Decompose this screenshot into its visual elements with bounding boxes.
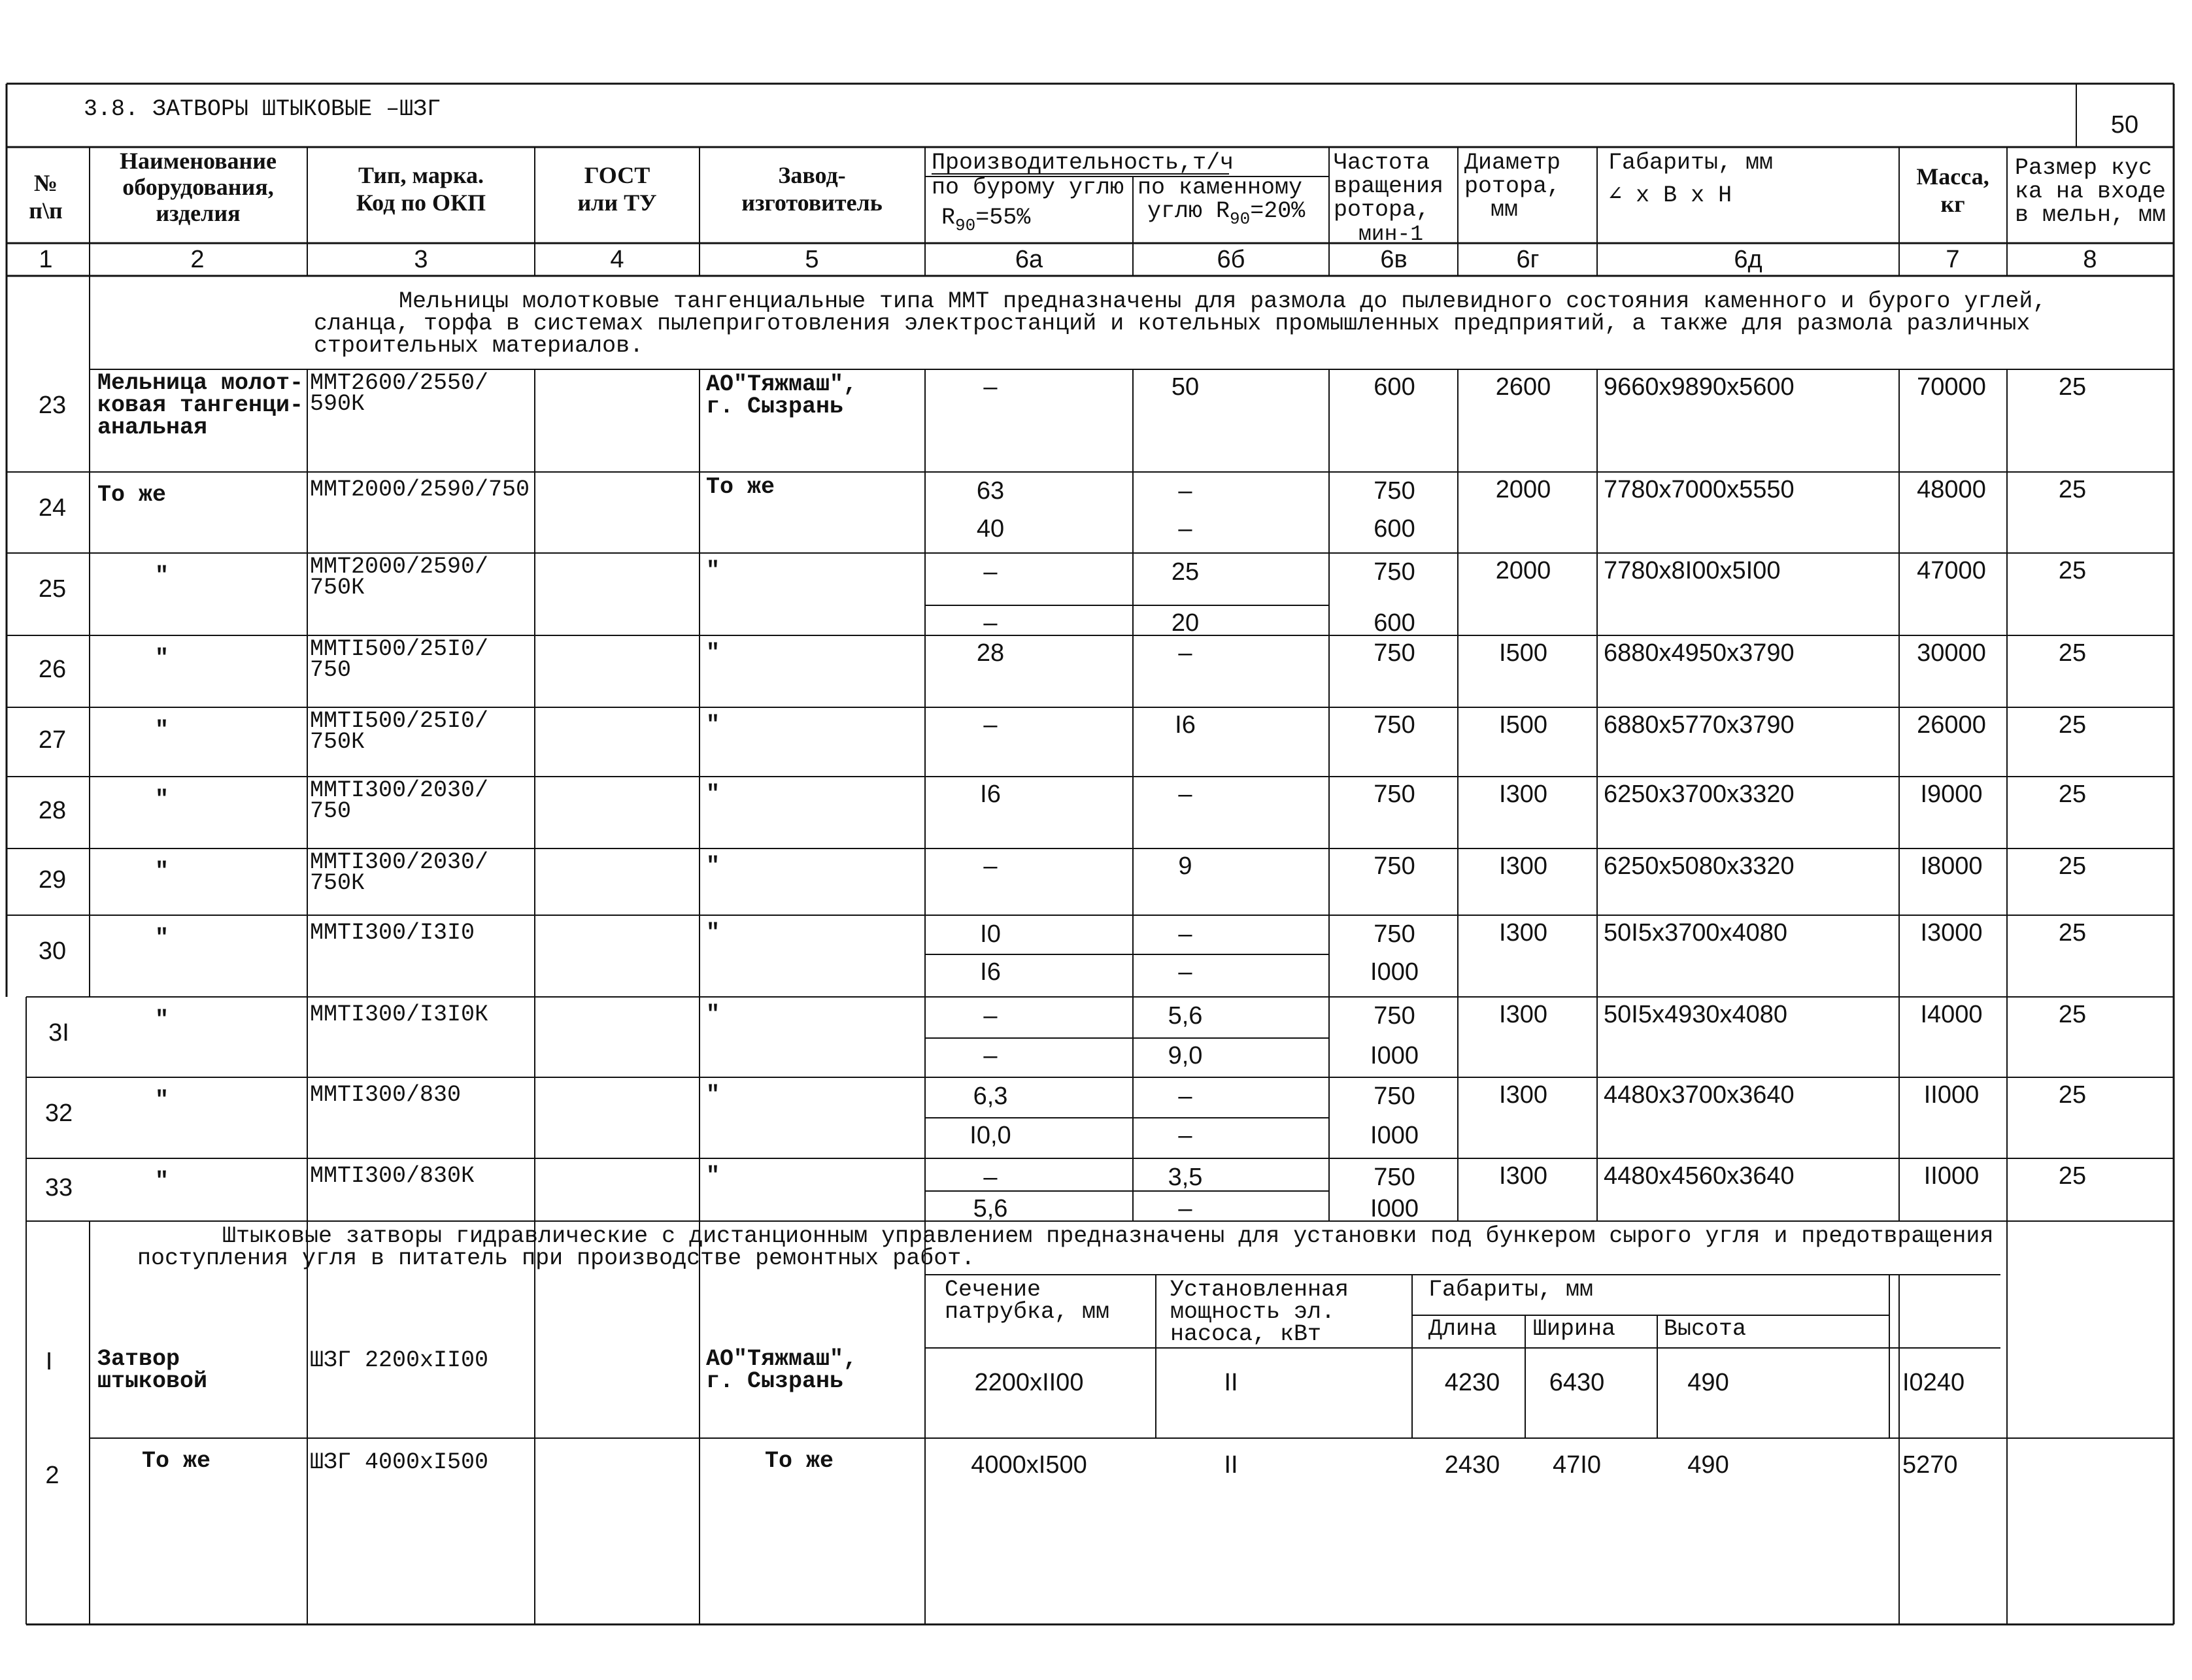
row-rotor-speed: 750 — [1374, 852, 1415, 880]
row-dimensions: 7780х8I00х5I00 — [1604, 557, 1781, 584]
gate-header-width: Ширина — [1533, 1316, 1616, 1342]
gate-type: ШЗГ 4000хI500 — [310, 1449, 489, 1475]
column-number: 4 — [610, 246, 624, 273]
gate-mass: I0240 — [1902, 1369, 1965, 1396]
col-header-6v: вращения — [1334, 173, 1444, 199]
row-rotor-diameter: I300 — [1499, 781, 1547, 808]
row-productivity-hard: 50 — [1171, 373, 1200, 401]
row-productivity-brown: 40 — [976, 515, 1005, 543]
row-lump-size: 25 — [2058, 711, 2087, 739]
row-lump-size: 25 — [2058, 1162, 2087, 1190]
row-type: 750К — [310, 870, 365, 896]
column-number: 3 — [414, 246, 428, 273]
row-type: 590К — [310, 391, 365, 417]
row-lump-size: 25 — [2058, 373, 2087, 401]
row-rotor-diameter: I300 — [1499, 1162, 1547, 1190]
row-productivity-hard: – — [1178, 639, 1192, 667]
row-lump-size: 25 — [2058, 476, 2087, 503]
gate-header-power: насоса, кВт — [1170, 1321, 1322, 1347]
row-mass: I3000 — [1920, 919, 1983, 947]
row-number: 3I — [48, 1019, 69, 1047]
gate-width: 47I0 — [1553, 1451, 1601, 1479]
row-plant: " — [706, 920, 720, 946]
row-productivity-hard: – — [1178, 1195, 1192, 1222]
row-dimensions: 7780х7000х5550 — [1604, 476, 1795, 503]
col-header-type: Тип, марка. — [358, 162, 484, 188]
gate-name: Затвор — [97, 1346, 180, 1372]
row-productivity-hard: 9 — [1178, 852, 1192, 880]
col-header-name: Наименование — [120, 148, 277, 174]
row-name: " — [155, 563, 169, 589]
gate-type: ШЗГ 2200хII00 — [310, 1347, 489, 1373]
column-number: 8 — [2083, 246, 2097, 273]
row-name: ковая тангенци- — [97, 392, 304, 418]
row-rotor-diameter: I300 — [1499, 1081, 1547, 1109]
row-rotor-speed: I000 — [1370, 1122, 1419, 1149]
row-productivity-brown: I0,0 — [970, 1122, 1011, 1149]
gate-number: I — [45, 1348, 53, 1375]
row-productivity-hard: 5,6 — [1168, 1002, 1203, 1030]
row-plant: " — [706, 781, 720, 807]
row-rotor-speed: 750 — [1374, 920, 1415, 948]
col-header-plant: Завод- — [778, 162, 846, 188]
row-number: 26 — [38, 656, 67, 683]
row-number: 32 — [44, 1100, 73, 1127]
row-productivity-brown: 28 — [976, 639, 1005, 667]
note-mills: строительных материалов. — [314, 333, 644, 359]
row-dimensions: 50I5х3700х4080 — [1604, 919, 1788, 947]
row-mass: 26000 — [1917, 711, 1986, 739]
row-productivity-brown: – — [983, 1164, 998, 1191]
row-rotor-diameter: 2000 — [1495, 476, 1551, 503]
col-header-name: оборудования, — [122, 174, 274, 200]
row-productivity-brown: – — [983, 852, 998, 880]
subscript: 90 — [1230, 209, 1251, 229]
row-rotor-speed: I000 — [1370, 1195, 1419, 1222]
gate-width: 6430 — [1549, 1369, 1605, 1396]
row-type: 750К — [310, 729, 365, 755]
row-productivity-brown: 6,3 — [973, 1083, 1008, 1110]
row-lump-size: 25 — [2058, 781, 2087, 808]
row-name: " — [155, 1168, 169, 1194]
row-type: ММТI300/2030/ — [310, 777, 489, 803]
row-type: ММТI500/25I0/ — [310, 636, 489, 662]
row-productivity-hard: – — [1178, 515, 1192, 543]
row-lump-size: 25 — [2058, 1081, 2087, 1109]
row-rotor-diameter: I500 — [1499, 711, 1547, 739]
subscript: 90 — [955, 216, 976, 235]
gate-plant: г. Сызрань — [706, 1368, 844, 1394]
gate-power: II — [1224, 1451, 1238, 1479]
col-header-gost: или ТУ — [577, 190, 657, 216]
row-productivity-hard: I6 — [1175, 711, 1196, 739]
col-header-gost: ГОСТ — [584, 162, 650, 188]
row-name: То же — [97, 482, 167, 508]
row-type: ММТI300/830К — [310, 1163, 475, 1189]
row-name: анальная — [97, 414, 208, 441]
row-name: " — [155, 786, 169, 813]
row-dimensions: 6880х4950х3790 — [1604, 639, 1795, 667]
row-productivity-hard: 9,0 — [1168, 1042, 1203, 1069]
row-productivity-hard: – — [1178, 1083, 1192, 1110]
row-plant: " — [706, 1082, 720, 1108]
row-plant: " — [706, 853, 720, 879]
row-mass: I4000 — [1920, 1001, 1983, 1028]
row-productivity-brown: – — [983, 1002, 998, 1030]
col-header-6g: Диаметр — [1464, 150, 1561, 176]
col-header-mass: кг — [1940, 191, 1965, 217]
row-rotor-diameter: I500 — [1499, 639, 1547, 667]
row-plant: То же — [706, 474, 775, 500]
col-header-type: Код по ОКП — [356, 190, 486, 216]
col-header-size: Размер кус — [2015, 155, 2153, 181]
col-header-6a: по бурому углю — [932, 175, 1124, 201]
column-number: 6а — [1015, 246, 1043, 273]
row-name: " — [155, 1007, 169, 1033]
row-rotor-diameter: 2600 — [1495, 373, 1551, 401]
gate-header-dims: Габариты, мм — [1428, 1277, 1594, 1303]
row-rotor-diameter: I300 — [1499, 1001, 1547, 1028]
row-rotor-speed: 750 — [1374, 781, 1415, 808]
row-lump-size: 25 — [2058, 557, 2087, 584]
row-productivity-brown: – — [983, 373, 998, 401]
gate-header-power: Установленная — [1170, 1277, 1349, 1303]
note-gates: Штыковые затворы гидравлические с дистанционным управлением предназначены для установки под бункером сырого угля и предотвращения — [222, 1223, 1994, 1249]
row-dimensions: 6880х5770х3790 — [1604, 711, 1795, 739]
row-mass: 47000 — [1917, 557, 1986, 584]
row-name: " — [155, 925, 169, 951]
gate-power: II — [1224, 1369, 1238, 1396]
row-productivity-brown: – — [983, 609, 998, 637]
row-productivity-brown: I6 — [980, 781, 1001, 808]
column-number: 1 — [39, 246, 53, 273]
row-dimensions: 4480х3700х3640 — [1604, 1081, 1795, 1109]
col-header-6b-line2: углю $R_{90}=20\%$ — [1147, 198, 1306, 229]
note-mills: сланца, торфа в системах пылеприготовления электростанций и котельных промышленных предприятий, а также для размола различных — [314, 311, 2031, 337]
row-dimensions: 9660х9890х5600 — [1604, 373, 1795, 401]
gate-header-height: Высота — [1664, 1316, 1747, 1342]
col-header-size: ка на входе — [2015, 178, 2167, 205]
row-lump-size: 25 — [2058, 919, 2087, 947]
row-mass: 70000 — [1917, 373, 1986, 401]
row-mass: 48000 — [1917, 476, 1986, 503]
col-header-size: в мельн, мм — [2015, 202, 2167, 228]
gate-number: 2 — [45, 1462, 59, 1489]
gate-name: штыковой — [97, 1368, 208, 1394]
row-mass: I9000 — [1920, 781, 1983, 808]
row-number: 25 — [38, 575, 67, 603]
row-dimensions: 6250х3700х3320 — [1604, 781, 1795, 808]
row-type: ММТ2000/2590/750 — [310, 477, 530, 503]
row-number: 27 — [38, 726, 67, 754]
row-productivity-hard: – — [1178, 920, 1192, 948]
row-plant: АО"Тяжмаш", — [706, 371, 858, 397]
row-productivity-hard: 25 — [1171, 558, 1200, 586]
row-plant: г. Сызрань — [706, 394, 844, 420]
gate-height: 490 — [1687, 1369, 1729, 1396]
row-type: 750К — [310, 575, 365, 601]
gate-header-power: мощность эл. — [1170, 1299, 1336, 1325]
row-productivity-brown: I6 — [980, 958, 1001, 986]
row-productivity-hard: – — [1178, 958, 1192, 986]
col-header-number: № — [33, 170, 58, 196]
column-number: 2 — [190, 246, 205, 273]
row-plant: " — [706, 640, 720, 666]
row-number: 29 — [38, 866, 67, 894]
row-productivity-brown: I0 — [980, 920, 1001, 948]
row-productivity-brown: 5,6 — [973, 1195, 1008, 1222]
col-header-6v: ротора, — [1334, 197, 1430, 223]
row-mass: II000 — [1923, 1081, 1980, 1109]
row-productivity-hard: – — [1178, 477, 1192, 505]
column-number: 6б — [1217, 246, 1245, 273]
row-dimensions: 6250х5080х3320 — [1604, 852, 1795, 880]
page-number: 50 — [2110, 111, 2139, 139]
row-plant: " — [706, 712, 720, 738]
col-header-6d-formula: ∠ х В х Н — [1608, 182, 1732, 209]
row-productivity-hard: – — [1178, 781, 1192, 808]
row-productivity-brown: – — [983, 558, 998, 586]
col-header-6g-unit: мм — [1491, 197, 1519, 223]
column-number: 5 — [805, 246, 819, 273]
row-rotor-speed: 750 — [1374, 711, 1415, 739]
row-productivity-brown: – — [983, 1042, 998, 1069]
row-rotor-diameter: I300 — [1499, 919, 1547, 947]
column-number: 7 — [1946, 246, 1960, 273]
col-header-plant: изготовитель — [741, 190, 883, 216]
row-type: ММТI300/830 — [310, 1082, 462, 1108]
row-number: 28 — [38, 797, 67, 824]
row-number: 30 — [38, 937, 67, 965]
col-header-6a-r: $R_{90}=55\%$ — [941, 205, 1031, 235]
row-dimensions: 50I5х4930х4080 — [1604, 1001, 1788, 1028]
row-productivity-hard: 3,5 — [1168, 1164, 1203, 1191]
row-rotor-speed: 750 — [1374, 1002, 1415, 1030]
col-header-6d: Габариты, мм — [1608, 150, 1774, 176]
row-plant: " — [706, 558, 720, 584]
row-rotor-speed: 750 — [1374, 558, 1415, 586]
row-lump-size: 25 — [2058, 639, 2087, 667]
row-rotor-speed: I000 — [1370, 958, 1419, 986]
row-type: ММТI500/25I0/ — [310, 708, 489, 734]
gate-header-section: Сечение — [945, 1277, 1041, 1303]
gate-plant: То же — [765, 1448, 834, 1474]
row-mass: I8000 — [1920, 852, 1983, 880]
row-productivity-brown: – — [983, 711, 998, 739]
row-rotor-speed: I000 — [1370, 1042, 1419, 1069]
row-productivity-hard: – — [1178, 1122, 1192, 1149]
gate-length: 4230 — [1444, 1369, 1500, 1396]
row-dimensions: 4480х4560х3640 — [1604, 1162, 1795, 1190]
col-header-number: п\п — [29, 197, 63, 224]
col-header-6b: по каменному — [1138, 175, 1303, 201]
row-rotor-speed: 600 — [1374, 609, 1415, 637]
gate-header-length: Длина — [1428, 1316, 1498, 1342]
col-header-6v: Частота — [1334, 150, 1430, 176]
row-rotor-diameter: I300 — [1499, 852, 1547, 880]
column-number: 6д — [1734, 246, 1762, 273]
note-mills: Мельницы молотковые тангенциальные типа ММТ предназначены для размола до пылевидного состояния каменного и бурого углей, — [330, 288, 2047, 314]
col-header-name: изделия — [156, 200, 241, 226]
row-rotor-speed: 750 — [1374, 1164, 1415, 1191]
column-number: 6в — [1380, 246, 1408, 273]
row-type: ММТ2000/2590/ — [310, 554, 489, 580]
row-plant: " — [706, 1163, 720, 1189]
row-type: ММТ2600/2550/ — [310, 370, 489, 396]
gate-name: То же — [142, 1448, 211, 1474]
gate-header-section: патрубка, мм — [945, 1299, 1110, 1325]
row-type: ММТI300/2030/ — [310, 849, 489, 875]
row-lump-size: 25 — [2058, 1001, 2087, 1028]
section-title: 3.8. ЗАТВОРЫ ШТЫКОВЫЕ –ШЗГ — [84, 96, 441, 122]
col-header-6g: ротора, — [1464, 173, 1561, 199]
col-header-6v-unit: мин-1 — [1358, 222, 1424, 246]
row-name: " — [155, 858, 169, 884]
col-header-productivity: Производительность,т/ч — [932, 150, 1234, 176]
gate-height: 490 — [1687, 1451, 1729, 1479]
gate-section: 2200хII00 — [974, 1369, 1084, 1396]
row-rotor-speed: 750 — [1374, 477, 1415, 505]
row-name: Мельница молот- — [97, 370, 304, 396]
row-name: " — [155, 1087, 169, 1113]
row-rotor-speed: 750 — [1374, 639, 1415, 667]
gate-mass: 5270 — [1902, 1451, 1958, 1479]
gate-length: 2430 — [1444, 1451, 1500, 1479]
gate-section: 4000хI500 — [971, 1451, 1087, 1479]
row-number: 23 — [38, 392, 67, 419]
row-productivity-brown: 63 — [976, 477, 1005, 505]
row-number: 33 — [44, 1174, 73, 1201]
row-lump-size: 25 — [2058, 852, 2087, 880]
row-name: " — [155, 717, 169, 743]
gate-plant: АО"Тяжмаш", — [706, 1346, 858, 1372]
row-type: 750 — [310, 798, 352, 824]
row-rotor-speed: 750 — [1374, 1083, 1415, 1110]
note-gates: поступления угля в питатель при производстве ремонтных работ. — [137, 1245, 975, 1271]
row-mass: II000 — [1923, 1162, 1980, 1190]
col-header-mass: Масса, — [1916, 163, 1989, 190]
row-type: ММТI300/I3I0 — [310, 920, 475, 946]
row-rotor-speed: 600 — [1374, 373, 1415, 401]
row-mass: 30000 — [1917, 639, 1986, 667]
row-type: ММТI300/I3I0К — [310, 1001, 489, 1028]
column-number: 6г — [1516, 246, 1540, 273]
row-name: " — [155, 645, 169, 671]
row-number: 24 — [38, 494, 67, 522]
row-plant: " — [706, 1001, 720, 1028]
row-rotor-diameter: 2000 — [1495, 557, 1551, 584]
row-type: 750 — [310, 657, 352, 683]
row-productivity-hard: 20 — [1171, 609, 1200, 637]
row-rotor-speed: 600 — [1374, 515, 1415, 543]
